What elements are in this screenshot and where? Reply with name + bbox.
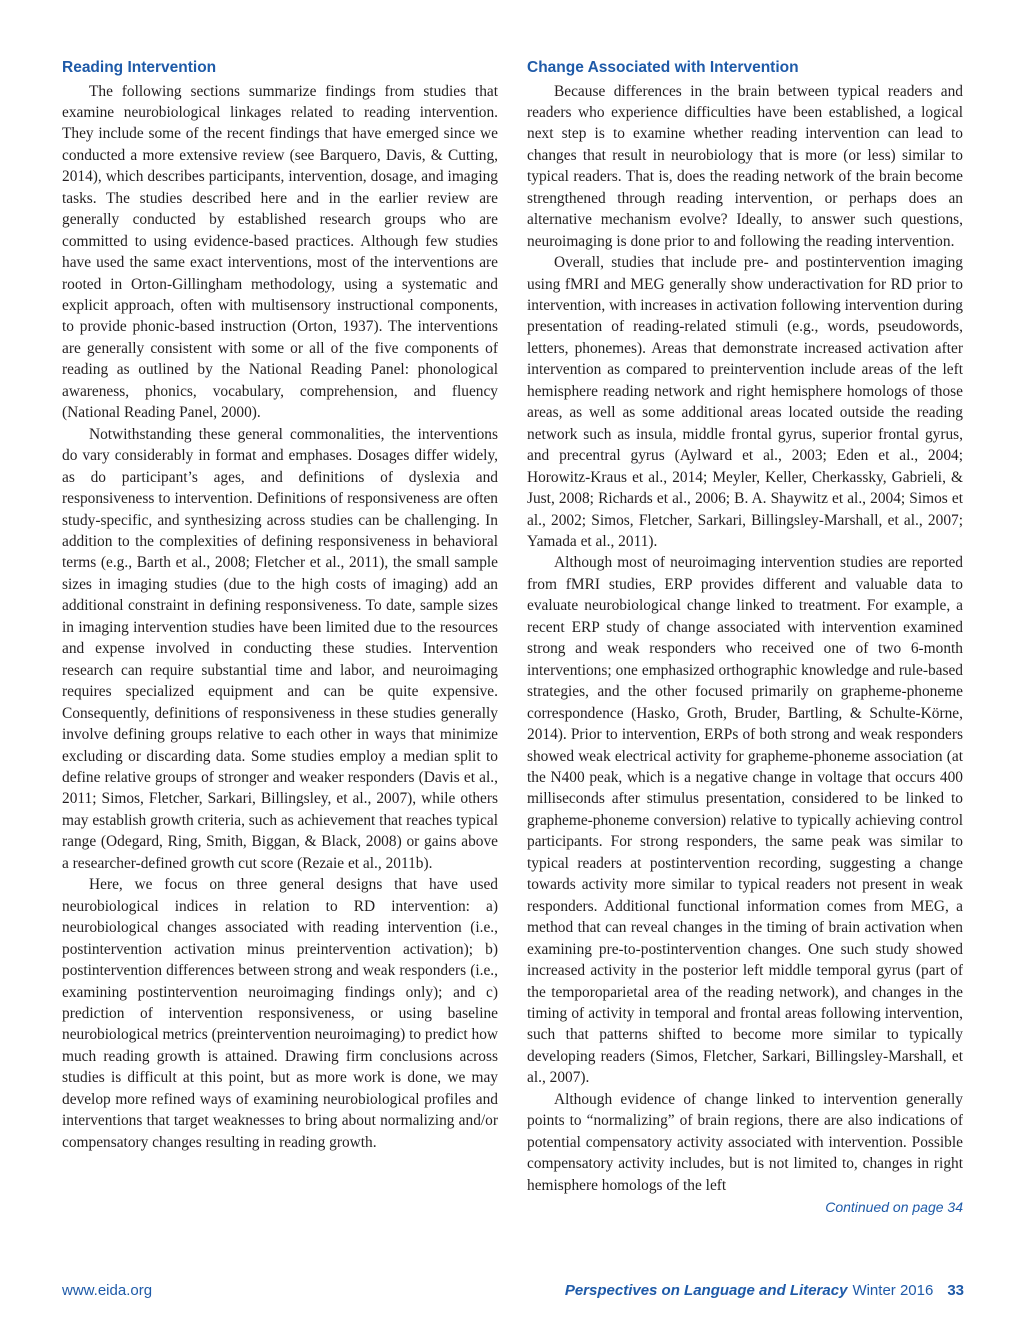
section-heading-change-associated: Change Associated with Intervention — [527, 59, 799, 76]
issue-date: Winter 2016 — [852, 1282, 934, 1299]
right-column — [527, 57, 963, 1217]
page-number: 33 — [947, 1282, 964, 1299]
paragraph: Overall, studies that include pre- and postintervention imaging using fMRI and MEG generally show underactivation for RD prior to intervention, with increases in activation following intervention during presentation of reading-related stimuli (e.g., words, pseudowords, letters, phonemes). Areas that demonstrate increased activation after intervention as compared to preintervention include areas of the left hemisphere reading network and right hemisphere homologs of those areas, as well as some additional areas located outside the reading network such as insula, middle frontal gyrus, superior frontal gyrus, and precentral gyrus (Aylward et al., 2003; Eden et al., 2004; Horowitz-Kraus et al., 2014; Meyler, Keller, Cherkassky, Gabrieli, & Just, 2008; Richards et al., 2006; B. A. Shaywitz et al., 2004; Simos et al., 2002; Simos, Fletcher, Sarkari, Billingsley-Marshall, et al., 2007; Yamada et al., 2011). — [527, 254, 963, 551]
paragraph: Although evidence of change linked to intervention generally points to “normalizing” of brain regions, there are also indications of potential compensatory activity associated with intervention. Possible compensatory activity includes, but is not limited to, changes in right hemisphere homologs of the left — [527, 1090, 963, 1194]
continued-note: Continued on page 34 — [825, 1199, 963, 1216]
footer-publication — [565, 1282, 964, 1299]
paragraph: Here, we focus on three general designs that have used neurobiological indices in relation to RD intervention: a) neurobiological changes associated with reading intervention (i.e., postintervention activation minus preintervention activation); b) postintervention differences between strong and weak responders (i.e., examining postintervention neuroimaging findings only); and c) prediction of intervention responsiveness, or using baseline neurobiological metrics (preintervention neuroimaging) to predict how much reading growth is attained. Drawing firm conclusions across studies is difficult at this point, but as more work is done, we may develop more refined ways of examining neurobiological profiles and interventions that target weaknesses to bring about normalizing and/or compensatory changes resulting in reading growth. — [62, 876, 498, 1151]
paragraph: Notwithstanding these general commonalities, the interventions do vary considerably in format and emphases. Dosages differ widely, as do participant’s ages, and definitions of dyslexia and responsiveness to intervention. Definitions of responsiveness are often study-specific, and synthesizing across studies can be challenging. In addition to the complexities of defining responsiveness in behavioral terms (e.g., Barth et al., 2008; Fletcher et al., 2011), the small sample sizes in imaging studies (due to the high costs of imaging) add an additional constraint in defining responsiveness. To date, sample sizes in imaging intervention studies have been limited due to the resources and expense involved in conducting these studies. Intervention research can require substantial time and labor, and neuroimaging requires specialized equipment and can be quite expensive. Consequently, definitions of responsiveness in these studies generally involve defining groups relative to each other in ways that minimize excluding or discarding data. Some studies employ a median split to define relative groups of stronger and weaker responders (Davis et al., 2011; Simos, Fletcher, Sarkari, Billingsley, et al., 2007), while others may establish growth criteria, such as achievement that reaches typical range (Odegard, Ring, Smith, Biggan, & Black, 2008) or gains above a researcher-defined growth cut score (Rezaie et al., 2011b). — [62, 425, 498, 872]
left-column — [62, 57, 498, 1153]
paragraph: The following sections summarize findings from studies that examine neurobiological linkages related to reading intervention. They include some of the recent findings that have emerged since we conducted a more extensive review (see Barquero, Davis, & Cutting, 2014), which describes participants, intervention, dosage, and imaging tasks. The studies described here and in the earlier review are generally conducted by established research groups who are committed to using evidence-based practices. Although few studies have used the same exact interventions, most of the interventions are rooted in Orton-Gillingham methodology, using a systematic and explicit approach, often with multisensory instructional components, to provide phonic-based instruction (Orton, 1937). The interventions are generally consistent with some or all of the five components of reading as outlined by the National Reading Panel: phonological awareness, phonics, vocabulary, comprehension, and fluency (National Reading Panel, 2000). — [62, 82, 498, 422]
journal-title: Perspectives on Language and Literacy — [564, 1282, 848, 1299]
section-heading-reading-intervention: Reading Intervention — [62, 59, 217, 76]
page-footer — [62, 1282, 964, 1306]
paragraph: Although most of neuroimaging intervention studies are reported from fMRI studies, ERP provides different and valuable data to evaluate neurobiological change linked to treatment. For example, a recent ERP study of change associated with intervention examined strong and weak responders who received one of two 6-month interventions; one emphasized orthographic knowledge and rule-based strategies, and the other focused primarily on grapheme-phoneme correspondence (Hasko, Groth, Bruder, Bartling, & Schulte-Körne, 2014). Prior to intervention, ERPs of both strong and weak responders showed weak electrical activity for grapheme-phoneme association (at the N400 peak, which is a negative change in voltage that occurs 400 milliseconds after stimulus presentation, considered to be linked to grapheme-phoneme conversion) relative to typically achieving control participants. For strong responders, the same peak was similar to typical readers at postintervention recording, suggesting a change towards activity more similar to typical readers not present in weak responders. Additional functional information comes from MEG, a method that can reveal changes in the timing of brain activation when examining pre-to-postintervention changes. One such study showed increased activity in the posterior left middle temporal gyrus (part of the temporoparietal area of the reading network), and changes in the timing of activity in temporal and frontal areas following intervention, such that patterns shifted to become more similar to typically developing readers (Simos, Fletcher, Sarkari, Billingsley-Marshall, et al., 2007). — [527, 554, 963, 1087]
footer-url[interactable]: www.eida.org — [62, 1282, 153, 1299]
paragraph: Because differences in the brain between typical readers and readers who experience difficulties have been established, a logical next step is to examine whether reading intervention can lead to changes that result in neurobiology that is more (or less) similar to typical readers. That is, does the reading network of the brain become strengthened through reading intervention, or perhaps does an alternative mechanism evolve? Ideally, to answer such questions, neuroimaging is done prior to and following the reading intervention. — [527, 82, 963, 250]
